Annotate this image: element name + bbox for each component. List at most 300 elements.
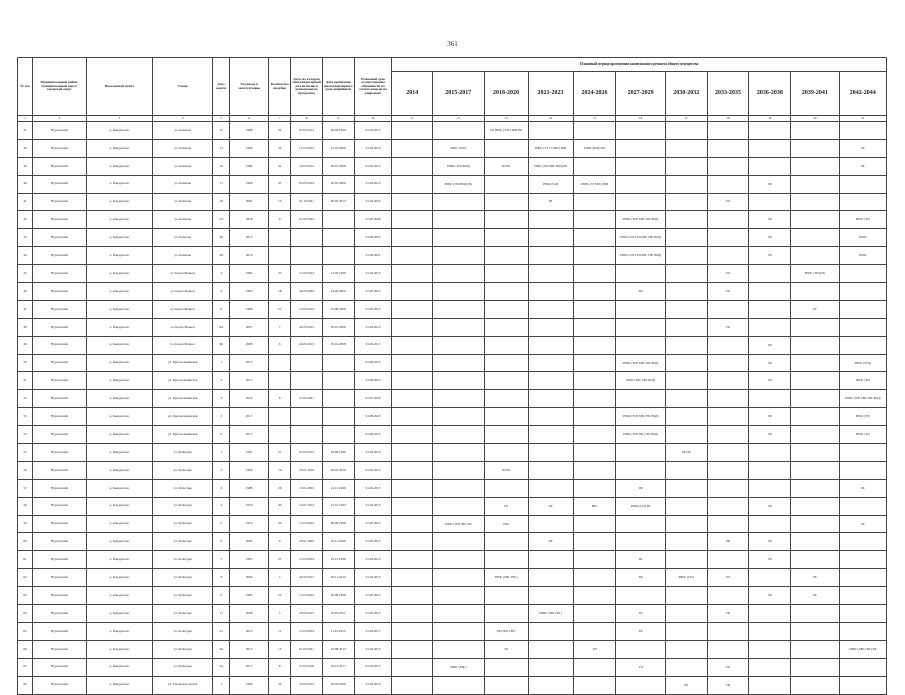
cell-planned-work bbox=[433, 461, 484, 479]
cell-house: 2 bbox=[213, 461, 230, 479]
column-number: 9 bbox=[322, 116, 354, 122]
cell-row-number: 57 bbox=[18, 479, 33, 497]
cell-street: ул. Культуры bbox=[153, 587, 213, 605]
cell-planned-work bbox=[573, 444, 616, 462]
cell-planned-work: РФ bbox=[616, 283, 665, 301]
cell-planned-work bbox=[433, 283, 484, 301]
cell-municipality: Нурлатский bbox=[33, 175, 87, 193]
cell-planned-work bbox=[665, 479, 707, 497]
cell-settlement: д. Кондратово bbox=[86, 122, 153, 140]
cell-planned-work bbox=[528, 122, 573, 140]
cell-planned-work bbox=[433, 497, 484, 515]
cell-row-number: 63 bbox=[18, 587, 33, 605]
cell-settlement: д. Кондратово bbox=[86, 426, 153, 444]
cell-planned-work: РИПС (ТЕП ГВС ГВС ВОД) bbox=[616, 426, 665, 444]
cell-planned-work bbox=[392, 533, 433, 551]
cell-house: 5А bbox=[213, 658, 230, 676]
cell-planned-work bbox=[392, 408, 433, 426]
cell-planned-work bbox=[665, 372, 707, 390]
cell-planned-work bbox=[665, 515, 707, 533]
cell-contribution-deadline: 01.02.2015 bbox=[354, 122, 392, 140]
cell-planned-work bbox=[839, 676, 886, 694]
cell-planned-work bbox=[484, 300, 528, 318]
cell-planned-work bbox=[528, 211, 573, 229]
cell-municipality: Нурлатский bbox=[33, 283, 87, 301]
header-year: 2021-2023 bbox=[528, 72, 573, 116]
cell-planned-work bbox=[665, 175, 707, 193]
cell-year-built: 2020 bbox=[230, 390, 269, 408]
cell-planned-work bbox=[707, 408, 749, 426]
cell-row-number: 45 bbox=[18, 265, 33, 283]
column-number: 5 bbox=[213, 116, 230, 122]
cell-planned-work bbox=[665, 640, 707, 658]
cell-planned-work bbox=[484, 587, 528, 605]
cell-date-included: 25.01.2009 bbox=[291, 533, 322, 551]
cell-municipality: Нурлатский bbox=[33, 157, 87, 175]
cell-planned-work bbox=[528, 408, 573, 426]
cell-planned-work bbox=[749, 605, 791, 623]
cell-year-built: 1990 bbox=[230, 139, 269, 157]
cell-planned-work bbox=[433, 569, 484, 587]
cell-planned-work bbox=[392, 390, 433, 408]
cell-planned-work bbox=[433, 479, 484, 497]
cell-planned-work bbox=[433, 265, 484, 283]
cell-planned-work: РИПС (ГАЗ ТЕП ХВС ГВС ВОД) bbox=[616, 229, 665, 247]
cell-planned-work bbox=[484, 139, 528, 157]
cell-year-built: 1979 bbox=[230, 497, 269, 515]
cell-planned-work bbox=[484, 426, 528, 444]
cell-date-emergency: 25.11.2009 bbox=[322, 533, 354, 551]
cell-contribution-deadline: 01.08.2021 bbox=[354, 247, 392, 265]
cell-planned-work bbox=[392, 229, 433, 247]
cell-date-emergency bbox=[322, 211, 354, 229]
cell-planned-work bbox=[392, 426, 433, 444]
cell-planned-work bbox=[791, 175, 839, 193]
cell-year-built: 2018 bbox=[230, 211, 269, 229]
cell-planned-work bbox=[707, 479, 749, 497]
cell-planned-work bbox=[484, 658, 528, 676]
cell-planned-work: РИПС (ТЕ) bbox=[839, 408, 886, 426]
cell-row-number: 43 bbox=[18, 229, 33, 247]
cell-planned-work bbox=[528, 622, 573, 640]
cell-municipality: Нурлатский bbox=[33, 444, 87, 462]
cell-planned-work: РИПС (ТЕП ХВС ГВС ВОД) bbox=[616, 211, 665, 229]
cell-planned-work bbox=[839, 193, 886, 211]
cell-planned-work bbox=[392, 265, 433, 283]
cell-apartments bbox=[268, 354, 291, 372]
cell-settlement: д. Кондратово bbox=[86, 676, 153, 694]
cell-planned-work bbox=[528, 587, 573, 605]
cell-row-number: 59 bbox=[18, 515, 33, 533]
cell-planned-work bbox=[839, 175, 886, 193]
cell-planned-work bbox=[665, 408, 707, 426]
cell-planned-work bbox=[392, 247, 433, 265]
cell-planned-work bbox=[573, 658, 616, 676]
cell-planned-work bbox=[433, 372, 484, 390]
cell-planned-work bbox=[749, 569, 791, 587]
cell-planned-work bbox=[665, 318, 707, 336]
cell-date-emergency: 26.08.1996 bbox=[322, 444, 354, 462]
cell-planned-work bbox=[616, 265, 665, 283]
cell-contribution-deadline: 01.02.2015 bbox=[354, 640, 392, 658]
column-number: 21 bbox=[839, 116, 886, 122]
cell-planned-work: РО РИПС (ЭЭС) РКВ РФ bbox=[484, 122, 528, 140]
cell-planned-work bbox=[433, 551, 484, 569]
cell-planned-work: РК bbox=[749, 372, 791, 390]
cell-street: ул. Карла Маркса bbox=[153, 283, 213, 301]
cell-contribution-deadline: 01.08.2023 bbox=[354, 408, 392, 426]
cell-street: ул. Культуры bbox=[153, 569, 213, 587]
cell-year-built: 1988 bbox=[230, 122, 269, 140]
cell-apartments: 40 bbox=[268, 497, 291, 515]
cell-planned-work bbox=[392, 175, 433, 193]
table-row bbox=[18, 372, 887, 390]
cell-house: 2/1 bbox=[213, 622, 230, 640]
cell-planned-work: РИПС (ХВС ГВС) РФ bbox=[839, 640, 886, 658]
cell-planned-work bbox=[791, 515, 839, 533]
cell-planned-work bbox=[839, 533, 886, 551]
cell-date-included: 15.01.2002 bbox=[291, 479, 322, 497]
cell-planned-work bbox=[616, 300, 665, 318]
cell-planned-work: РЛ bbox=[616, 605, 665, 623]
cell-row-number: 40 bbox=[18, 175, 33, 193]
table-row bbox=[18, 283, 887, 301]
cell-planned-work bbox=[392, 676, 433, 694]
cell-year-built: 2015 bbox=[230, 354, 269, 372]
table-row bbox=[18, 139, 887, 157]
cell-planned-work: РИПС (ТЕП ГВС) РП bbox=[433, 515, 484, 533]
table-row bbox=[18, 658, 887, 676]
cell-planned-work bbox=[433, 211, 484, 229]
cell-planned-work bbox=[665, 658, 707, 676]
cell-municipality: Нурлатский bbox=[33, 569, 87, 587]
cell-planned-work bbox=[749, 157, 791, 175]
cell-planned-work bbox=[707, 622, 749, 640]
cell-planned-work bbox=[528, 444, 573, 462]
cell-planned-work: РО bbox=[707, 193, 749, 211]
cell-planned-work bbox=[484, 175, 528, 193]
cell-planned-work bbox=[392, 605, 433, 623]
cell-planned-work bbox=[749, 676, 791, 694]
cell-row-number: 68 bbox=[18, 676, 33, 694]
cell-planned-work bbox=[573, 426, 616, 444]
cell-planned-work bbox=[791, 229, 839, 247]
cell-year-built: 2016 bbox=[230, 247, 269, 265]
cell-date-included: 07.03.2014 bbox=[291, 122, 322, 140]
cell-planned-work bbox=[433, 318, 484, 336]
cell-planned-work bbox=[392, 139, 433, 157]
cell-date-included: 01.03.2021 bbox=[291, 640, 322, 658]
cell-date-included bbox=[291, 426, 322, 444]
cell-row-number: 46 bbox=[18, 283, 33, 301]
cell-settlement: д. Кондратово bbox=[86, 605, 153, 623]
table-row bbox=[18, 461, 887, 479]
cell-planned-work bbox=[484, 336, 528, 354]
column-number: 8 bbox=[291, 116, 322, 122]
cell-row-number: 44 bbox=[18, 247, 33, 265]
cell-house: 5 bbox=[213, 515, 230, 533]
cell-planned-work bbox=[528, 300, 573, 318]
cell-house: 12 bbox=[213, 122, 230, 140]
cell-planned-work: РИПС (ТЕП ХВС ГВС ВОД) bbox=[839, 390, 886, 408]
cell-planned-work bbox=[707, 390, 749, 408]
cell-planned-work bbox=[433, 444, 484, 462]
cell-year-built: 2013 bbox=[230, 640, 269, 658]
cell-row-number: 67 bbox=[18, 658, 33, 676]
cell-municipality: Нурлатский bbox=[33, 300, 87, 318]
cell-apartments bbox=[268, 372, 291, 390]
cell-planned-work bbox=[573, 300, 616, 318]
cell-settlement: д. Кондратово bbox=[86, 372, 153, 390]
cell-street: ул. Красноленинская bbox=[153, 354, 213, 372]
cell-planned-work bbox=[616, 444, 665, 462]
cell-planned-work bbox=[749, 318, 791, 336]
cell-municipality: Нурлатский bbox=[33, 139, 87, 157]
cell-planned-work bbox=[392, 461, 433, 479]
table-row bbox=[18, 551, 887, 569]
cell-planned-work bbox=[665, 426, 707, 444]
cell-settlement: д. Кондратово bbox=[86, 283, 153, 301]
table-row bbox=[18, 265, 887, 283]
cell-date-included: 11.03.2014 bbox=[291, 265, 322, 283]
cell-apartments: 26 bbox=[268, 139, 291, 157]
cell-planned-work bbox=[749, 390, 791, 408]
cell-planned-work bbox=[484, 372, 528, 390]
cell-street: ул. Культуры bbox=[153, 497, 213, 515]
cell-planned-work bbox=[484, 247, 528, 265]
cell-planned-work: РИПС (ТЕП) bbox=[433, 139, 484, 157]
cell-planned-work: РК bbox=[665, 676, 707, 694]
cell-planned-work bbox=[707, 211, 749, 229]
cell-apartments: 42 bbox=[268, 157, 291, 175]
cell-house: 13 bbox=[213, 139, 230, 157]
cell-apartments: 27 bbox=[268, 551, 291, 569]
cell-house: 8А bbox=[213, 318, 230, 336]
cell-apartments: 26 bbox=[268, 479, 291, 497]
cell-apartments: 39 bbox=[268, 515, 291, 533]
cell-planned-work: РИПС (ХВС ГВС) bbox=[528, 605, 573, 623]
cell-municipality: Нурлатский bbox=[33, 640, 87, 658]
cell-planned-work bbox=[665, 551, 707, 569]
table-row bbox=[18, 318, 887, 336]
cell-date-emergency bbox=[322, 247, 354, 265]
cell-planned-work bbox=[749, 461, 791, 479]
cell-municipality: Нурлатский bbox=[33, 461, 87, 479]
cell-planned-work: РИПС (ХВС ГВС ВОД) bbox=[616, 372, 665, 390]
cell-contribution-deadline: 01.02.2017 bbox=[354, 622, 392, 640]
table-row bbox=[18, 479, 887, 497]
column-number: 7 bbox=[268, 116, 291, 122]
cell-year-built: 2002 bbox=[230, 193, 269, 211]
cell-planned-work bbox=[484, 390, 528, 408]
table-row bbox=[18, 354, 887, 372]
cell-planned-work bbox=[707, 461, 749, 479]
cell-street: ул. Культуры bbox=[153, 640, 213, 658]
cell-date-included: 25.03.2014 bbox=[291, 676, 322, 694]
cell-planned-work bbox=[839, 551, 886, 569]
header-year: 2014 bbox=[392, 72, 433, 116]
cell-planned-work: РО РК bbox=[484, 461, 528, 479]
cell-date-included: 01.10.2021 bbox=[291, 193, 322, 211]
cell-planned-work bbox=[573, 622, 616, 640]
cell-planned-work bbox=[665, 283, 707, 301]
cell-settlement: д. Кондратово bbox=[86, 497, 153, 515]
cell-planned-work bbox=[749, 444, 791, 462]
cell-planned-work: РИПС (ТЕП ХВС ГВС ВОД) bbox=[616, 408, 665, 426]
cell-apartments: 9 bbox=[268, 533, 291, 551]
cell-year-built: 1990 bbox=[230, 676, 269, 694]
cell-planned-work bbox=[433, 390, 484, 408]
cell-planned-work bbox=[665, 139, 707, 157]
cell-planned-work bbox=[573, 533, 616, 551]
cell-planned-work: РЛ bbox=[707, 569, 749, 587]
cell-planned-work bbox=[665, 533, 707, 551]
cell-planned-work bbox=[528, 676, 573, 694]
cell-year-built: 1966 bbox=[230, 175, 269, 193]
cell-planned-work: РУ bbox=[791, 300, 839, 318]
cell-planned-work bbox=[791, 408, 839, 426]
cell-contribution-deadline: 01.02.2015 bbox=[354, 497, 392, 515]
cell-date-included: 24.03.2004 bbox=[291, 283, 322, 301]
cell-planned-work: ЭО bbox=[484, 640, 528, 658]
cell-planned-work bbox=[392, 587, 433, 605]
cell-street: ул. Камская bbox=[153, 139, 213, 157]
cell-planned-work bbox=[573, 336, 616, 354]
cell-planned-work bbox=[749, 479, 791, 497]
cell-planned-work bbox=[665, 247, 707, 265]
cell-year-built: 1991 bbox=[230, 444, 269, 462]
cell-street: ул. Красноленинская bbox=[153, 408, 213, 426]
header-municipality: Муниципальный район/муниципальный округ/городской округ bbox=[33, 58, 87, 116]
cell-planned-work bbox=[573, 157, 616, 175]
cell-year-built: 1983 bbox=[230, 283, 269, 301]
table-row bbox=[18, 444, 887, 462]
column-number: 4 bbox=[153, 116, 213, 122]
cell-settlement: д. Кондратово bbox=[86, 354, 153, 372]
cell-planned-work bbox=[484, 211, 528, 229]
cell-date-included bbox=[291, 372, 322, 390]
cell-planned-work: РФ bbox=[528, 497, 573, 515]
cell-planned-work bbox=[839, 300, 886, 318]
header-date-included: Дата, на которую многоквартирный дом включен в региональную программу bbox=[291, 58, 322, 116]
cell-planned-work: РФ bbox=[616, 622, 665, 640]
cell-planned-work bbox=[528, 461, 573, 479]
cell-planned-work bbox=[616, 157, 665, 175]
cell-year-built: 2009 bbox=[230, 533, 269, 551]
cell-planned-work bbox=[616, 139, 665, 157]
cell-planned-work bbox=[749, 265, 791, 283]
cell-planned-work: РК bbox=[707, 283, 749, 301]
cell-planned-work: РИПС (ТЕ) bbox=[839, 211, 886, 229]
cell-apartments: 32 bbox=[268, 122, 291, 140]
cell-apartments: 21 bbox=[268, 300, 291, 318]
cell-planned-work bbox=[791, 622, 839, 640]
cell-planned-work bbox=[433, 300, 484, 318]
cell-apartments bbox=[268, 408, 291, 426]
cell-apartments: 5 bbox=[268, 605, 291, 623]
cell-planned-work bbox=[791, 461, 839, 479]
cell-year-built: 1990 bbox=[230, 461, 269, 479]
cell-contribution-deadline: 01.02.2015 bbox=[354, 157, 392, 175]
cell-planned-work bbox=[707, 640, 749, 658]
cell-planned-work bbox=[707, 247, 749, 265]
cell-street: ул. Культуры bbox=[153, 444, 213, 462]
cell-row-number: 64 bbox=[18, 605, 33, 623]
cell-row-number: 61 bbox=[18, 551, 33, 569]
cell-planned-work bbox=[573, 408, 616, 426]
cell-municipality: Нурлатский bbox=[33, 551, 87, 569]
cell-planned-work bbox=[791, 372, 839, 390]
cell-date-emergency: 05.01.2008 bbox=[322, 336, 354, 354]
cell-planned-work bbox=[528, 247, 573, 265]
cell-house: 6 bbox=[213, 426, 230, 444]
cell-planned-work bbox=[791, 193, 839, 211]
cell-municipality: Нурлатский bbox=[33, 408, 87, 426]
cell-municipality: Нурлатский bbox=[33, 479, 87, 497]
table-row bbox=[18, 247, 887, 265]
cell-municipality: Нурлатский bbox=[33, 622, 87, 640]
cell-municipality: Нурлатский bbox=[33, 426, 87, 444]
cell-planned-work: УФ bbox=[616, 479, 665, 497]
cell-planned-work bbox=[749, 515, 791, 533]
cell-house: 6 bbox=[213, 533, 230, 551]
cell-date-emergency bbox=[322, 426, 354, 444]
cell-municipality: Нурлатский bbox=[33, 658, 87, 676]
cell-date-emergency: 13.04.1999 bbox=[322, 265, 354, 283]
cell-planned-work bbox=[573, 193, 616, 211]
cell-apartments: 33 bbox=[268, 265, 291, 283]
cell-year-built: 2008 bbox=[230, 605, 269, 623]
cell-row-number: 49 bbox=[18, 336, 33, 354]
cell-date-emergency: 20.02.2009 bbox=[322, 676, 354, 694]
table-row bbox=[18, 426, 887, 444]
cell-planned-work: РК bbox=[749, 551, 791, 569]
cell-street: ул. Карла Маркса bbox=[153, 318, 213, 336]
cell-planned-work: РФи bbox=[484, 515, 528, 533]
cell-date-emergency: 01.08.2008 bbox=[322, 300, 354, 318]
cell-settlement: д. Кондратово bbox=[86, 408, 153, 426]
table-row bbox=[18, 640, 887, 658]
column-number: 2 bbox=[33, 116, 87, 122]
cell-planned-work bbox=[573, 318, 616, 336]
cell-planned-work bbox=[573, 247, 616, 265]
cell-planned-work bbox=[791, 479, 839, 497]
page-number: 361 bbox=[447, 40, 458, 48]
cell-planned-work: РК bbox=[749, 497, 791, 515]
cell-planned-work bbox=[707, 372, 749, 390]
column-number: 11 bbox=[392, 116, 433, 122]
cell-planned-work bbox=[665, 193, 707, 211]
cell-planned-work: РК bbox=[707, 318, 749, 336]
cell-street: ул. Культуры bbox=[153, 461, 213, 479]
cell-planned-work bbox=[573, 283, 616, 301]
cell-house: 2 bbox=[213, 372, 230, 390]
column-number: 19 bbox=[749, 116, 791, 122]
cell-planned-work bbox=[573, 676, 616, 694]
cell-house: 4 bbox=[213, 497, 230, 515]
cell-contribution-deadline: 01.02.2015 bbox=[354, 283, 392, 301]
cell-settlement: д. Кондратово bbox=[86, 300, 153, 318]
cell-planned-work bbox=[528, 658, 573, 676]
cell-planned-work bbox=[392, 336, 433, 354]
cell-planned-work bbox=[707, 336, 749, 354]
cell-apartments: 25 bbox=[268, 587, 291, 605]
cell-planned-work: РИПС (ХВС ГВС) bbox=[484, 569, 528, 587]
cell-date-emergency: 15.01.1994 bbox=[322, 497, 354, 515]
cell-planned-work: РИПС (ТЕП ХВС ГВС ВОД) bbox=[616, 354, 665, 372]
header-year: 2024-2026 bbox=[573, 72, 616, 116]
cell-planned-work bbox=[392, 122, 433, 140]
